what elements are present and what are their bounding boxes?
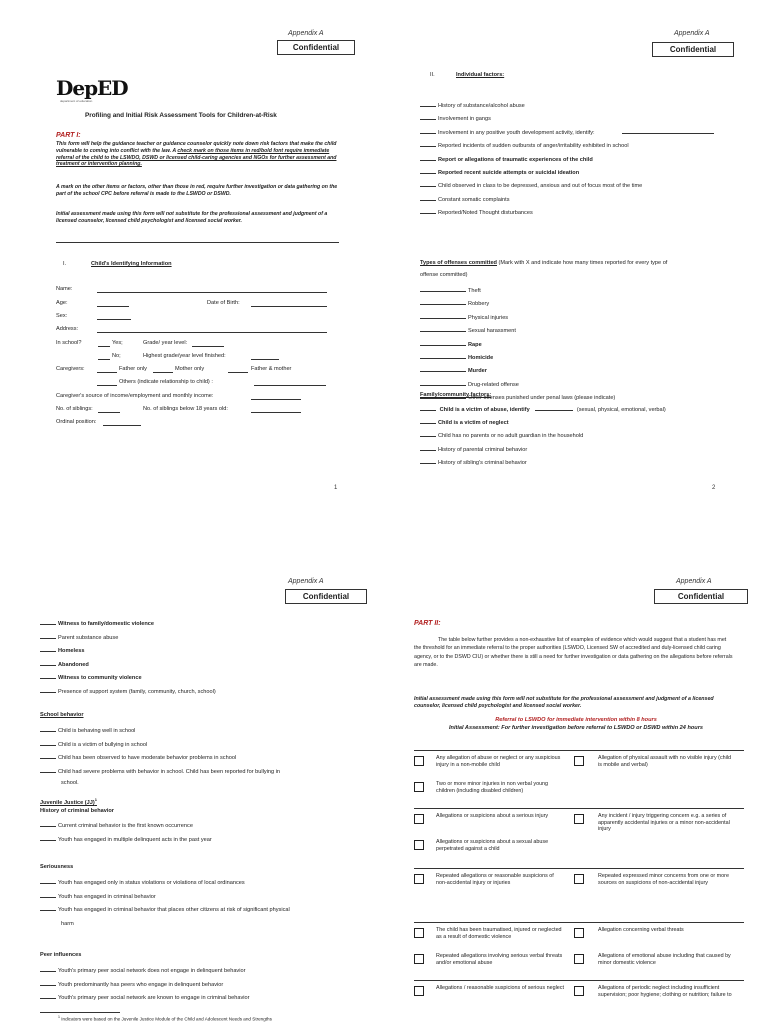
checkline[interactable] [40, 993, 56, 999]
checklist-item-label: Child has no parents or no adult guardian in the household [438, 433, 584, 440]
checklist-item [420, 326, 516, 335]
checklist-item-label: Youth's primary peer social network does not engage in delinquent behavior [58, 968, 246, 974]
footnote: $^1$ Indicators were based on the Juvenile Justice Module of the Child and Adolescent Needs and Strengths [58, 1015, 272, 1022]
evidence-checkbox[interactable] [414, 874, 424, 884]
checklist-item [420, 353, 493, 362]
checkline[interactable] [420, 340, 466, 346]
checkline[interactable] [40, 673, 56, 679]
evidence-checkbox[interactable] [414, 840, 424, 850]
siblings-field[interactable] [98, 412, 120, 413]
seriousness-heading: Seriousness [40, 864, 74, 870]
no-label: No; [112, 353, 121, 359]
offenses-heading-cont: offense committed) [420, 272, 468, 278]
evidence-item: Any allegation of abuse or neglect or any suspicious injury in a non-mobile child [436, 755, 561, 768]
youth-activity-field[interactable] [622, 133, 714, 134]
checklist-item-label: Youth has engaged in multiple delinquent acts in the past year [58, 836, 212, 843]
evidence-item: Repeated allegations or reasonable suspicions of non-accidental injury or injuries [436, 873, 554, 886]
checkline[interactable] [420, 286, 466, 292]
part-2-paragraph-1: The table below further provides a non-exhaustive list of examples of evidence which would suggest that a student has met the threshold for an immediate referral to the proper authorities (LSWDO, Licensed SW of accredited and duly-licensed child caring agency, or to the DSWD CIU) or whether there is still a need for further investigation or data gathering on the allegations before referrals are made. [414, 637, 733, 669]
highest-grade-label: Highest grade/year level finished: [143, 353, 226, 359]
evidence-item: Allegation concerning verbal threats [598, 927, 684, 933]
checkline[interactable] [40, 767, 56, 773]
evidence-item: The child has been traumatised, injured or neglected as a result of domestic violence [436, 927, 562, 940]
father-only-checkline[interactable] [97, 372, 117, 373]
checklist-item [420, 445, 527, 454]
evidence-checkbox[interactable] [574, 986, 584, 996]
family-item-abuse: Child is a victim of abuse, identify (sexual, physical, emotional, verbal) [420, 405, 666, 414]
evidence-item: Repeated allegations involving serious verbal threats and/or emotional abuse [436, 953, 563, 966]
section-title: Individual factors: [456, 72, 505, 78]
checkline[interactable] [420, 168, 436, 174]
dob-label: Date of Birth: [207, 300, 240, 306]
highest-grade-field[interactable] [251, 359, 279, 360]
seriousness-cont: harm [61, 921, 74, 927]
page-4 [384, 512, 768, 1024]
checklist-item [40, 966, 245, 975]
table-row-divider [414, 922, 744, 923]
evidence-item: Allegations of periodic neglect including insufficient supervision; poor hygiene; clothing or nutrition; failure to [598, 985, 732, 998]
checkline[interactable] [40, 966, 56, 972]
checklist-item-label: Reported/Noted Thought disturbances [438, 210, 533, 217]
checklist-item-label: Murder [468, 368, 487, 375]
checklist-item [420, 195, 510, 204]
table-row-divider [414, 980, 744, 981]
checklist-item [40, 821, 193, 830]
checklist-item [40, 980, 223, 989]
appendix-label: Appendix A [674, 30, 710, 37]
checklist-item [420, 286, 481, 295]
checklist-item-label: Other offenses punished under penal laws (please indicate) [468, 395, 616, 402]
father-mother-label: Father & mother [251, 366, 292, 372]
checklist-item-label: Report or allegations of traumatic experiences of the child [438, 156, 593, 163]
checkline[interactable] [420, 181, 436, 187]
age-field[interactable] [97, 306, 129, 307]
part-1-paragraph-2: A mark on the other items or factors, other than those in red, require further investigation or data gathering on the part of the school CPC before referral is made to the LSWDO or DSWD. [56, 184, 338, 197]
siblings-label: No. of siblings: [56, 406, 93, 412]
father-only-label: Father only [119, 366, 147, 372]
in-school-label: In school? [56, 340, 82, 346]
others-field[interactable] [254, 385, 326, 386]
checklist-item [40, 753, 236, 762]
checklist-item-label: History of sibling's criminal behavior [438, 460, 527, 467]
checklist-item-label: Reported incidents of sudden outbursts of anger/irritability exhibited in school [438, 143, 629, 150]
checkline[interactable] [40, 878, 56, 884]
checklist-item-label: Youth has engaged in criminal behavior that places other citizens at risk of significant physical [58, 907, 290, 914]
document-title: Profiling and Initial Risk Assessment Tools for Children-at-Risk [85, 112, 277, 119]
checklist-item [420, 101, 525, 110]
dob-field[interactable] [251, 306, 327, 307]
yes-label: Yes; [112, 340, 123, 346]
checklist-item-label: Child observed in class to be depressed, anxious and out of focus most of the time [438, 183, 643, 190]
checklist-item-label: Drug-related offense [468, 381, 519, 388]
checklist-item [40, 835, 212, 844]
section-number: I. [63, 261, 67, 267]
sex-field[interactable] [97, 319, 131, 320]
checklist-item-label: Child is behaving well in school [58, 728, 136, 734]
checklist-item-label: History of parental criminal behavior [438, 446, 528, 453]
grade-label: Grade/ year level: [143, 340, 188, 346]
checklist-item-label: Reported recent suicide attempts or suicidal ideation [438, 170, 580, 176]
evidence-item: Any incident / injury triggering concern e.g. a series of apparently accidental injuries or a minor non-accidental injury [598, 813, 730, 833]
checklist-item [420, 155, 593, 164]
address-field[interactable] [97, 332, 327, 333]
checklist-item [40, 687, 216, 696]
checkline[interactable] [40, 905, 56, 911]
checklist-item-label: Abandoned [58, 661, 89, 668]
checklist-item-label: Sexual harassment [468, 328, 516, 335]
checkline[interactable] [420, 155, 436, 161]
checkline[interactable] [40, 660, 56, 666]
checkline[interactable] [40, 740, 56, 746]
checklist-item-label: Physical injuries [468, 314, 509, 321]
checklist-item [420, 168, 579, 177]
siblings-18-label: No. of siblings below 18 years old: [143, 406, 228, 412]
checklist-item [420, 141, 629, 150]
evidence-checkbox[interactable] [574, 814, 584, 824]
mother-only-label: Mother only [175, 366, 205, 372]
appendix-label: Appendix A [288, 30, 324, 37]
checkline[interactable] [420, 101, 436, 107]
evidence-checkbox[interactable] [414, 928, 424, 938]
evidence-checkbox[interactable] [414, 756, 424, 766]
checkline[interactable] [40, 892, 56, 898]
checkline[interactable] [40, 980, 56, 986]
peer-heading: Peer influences [40, 952, 82, 958]
checkline[interactable] [40, 753, 56, 759]
checkline[interactable] [40, 726, 56, 732]
checklist-item-label: Constant somatic complaints [438, 196, 510, 203]
checklist-item-label: Child is a victim of bullying in school [58, 741, 148, 748]
ordinal-field[interactable] [103, 425, 141, 426]
part-2-label: PART II: [414, 620, 441, 627]
offenses-heading: Types of offenses committed (Mark with X and indicate how many times reported for every type of [420, 260, 668, 266]
caregivers-label: Caregivers: [56, 366, 85, 372]
part-1-label: PART I: [56, 132, 81, 139]
checkline[interactable] [40, 619, 56, 625]
checkline[interactable] [420, 141, 436, 147]
checklist-item [40, 892, 156, 901]
checkline[interactable] [420, 458, 436, 464]
appendix-label: Appendix A [288, 578, 324, 585]
checklist-item [420, 313, 508, 322]
checkline[interactable] [420, 114, 436, 120]
checklist-item [40, 646, 84, 655]
checklist-item [420, 181, 642, 190]
checklist-item-label: Youth has engaged only in status violations or violations of local ordinances [58, 880, 245, 886]
family-heading: Family/community factors: [420, 392, 492, 398]
checklist-item [40, 993, 249, 1002]
confidential-box: Confidential [285, 589, 367, 604]
checklist-item-label: Involvement in any positive youth development activity, identify: [438, 129, 595, 136]
checkline[interactable] [40, 821, 56, 827]
checklist-item-label: Robbery [468, 301, 490, 308]
father-mother-checkline[interactable] [228, 372, 248, 373]
page-1 [0, 0, 384, 512]
checklist-item-label: Parent substance abuse [58, 634, 119, 641]
checklist-item [40, 740, 147, 749]
checklist-item-label: Child had severe problems with behavior in school. Child has been reported for bullying in [58, 768, 281, 775]
checkline[interactable] [40, 646, 56, 652]
checklist-item-label: Homicide [468, 355, 494, 361]
checkline[interactable] [40, 633, 56, 639]
ordinal-label: Ordinal position: [56, 419, 97, 425]
confidential-box: Confidential [654, 589, 748, 604]
evidence-checkbox[interactable] [574, 954, 584, 964]
referral-heading-8h: Referral to LSWDO for immediate intervention within 8 hours [495, 717, 657, 723]
section-title: Child's Identifying Information [91, 261, 172, 267]
evidence-item: Two or more minor injuries in non verbal young children (including disabled children) [436, 781, 549, 794]
page-3 [0, 512, 384, 1024]
evidence-checkbox[interactable] [574, 928, 584, 938]
income-field[interactable] [251, 399, 301, 400]
checklist-item [420, 366, 487, 375]
yes-checkline[interactable] [98, 346, 110, 347]
checkline[interactable] [420, 299, 466, 305]
evidence-checkbox[interactable] [414, 782, 424, 792]
checklist-item [40, 619, 154, 628]
checklist-item-label: Theft [468, 288, 481, 294]
divider [56, 242, 339, 243]
checkline[interactable] [420, 313, 466, 319]
page-2 [384, 0, 768, 512]
table-row-divider [414, 808, 744, 809]
checklist-item [420, 431, 583, 440]
checklist-item [40, 660, 89, 669]
checkline[interactable] [420, 445, 436, 451]
evidence-item: Repeated expressed minor concerns from one or more sources on suspicions of non-accidental injury [598, 873, 729, 886]
footnote-divider [40, 1012, 120, 1013]
checkline[interactable] [420, 366, 466, 372]
evidence-checkbox[interactable] [414, 814, 424, 824]
checklist-item-label: History of substance/alcohol abuse [438, 103, 525, 109]
confidential-box: Confidential [277, 40, 355, 55]
others-label: Others (indicate relationship to child) : [119, 379, 213, 385]
part-1-paragraph-3: Initial assessment made using this form will not substitute for the professional assessment and judgment of a licensed counselor, licensed child psychologist and licensed social worker. [56, 211, 328, 224]
checklist-item [420, 299, 489, 308]
name-label: Name: [56, 286, 73, 292]
history-heading: History of criminal behavior [40, 808, 114, 814]
no-checkline[interactable] [98, 359, 110, 360]
evidence-checkbox[interactable] [574, 874, 584, 884]
checkline[interactable] [420, 380, 466, 386]
referral-heading-24h: Initial Assessment: For further investigation before referral to LSWDO or DSWD within 24 hours [448, 725, 704, 731]
age-label: Age: [56, 300, 68, 306]
checklist-item-label: Homeless [58, 648, 85, 655]
checkline[interactable] [420, 195, 436, 201]
mother-only-checkline[interactable] [153, 372, 173, 373]
section-number: II. [430, 72, 435, 78]
evidence-item: Allegations of emotional abuse including that caused by minor domestic violence [598, 953, 731, 966]
siblings-18-field[interactable] [251, 412, 301, 413]
checklist-item [40, 673, 142, 682]
deped-logo: DepED [56, 76, 128, 100]
checklist-item-label: Youth has engaged in criminal behavior [58, 893, 156, 900]
evidence-checkbox[interactable] [414, 954, 424, 964]
checklist-item [420, 340, 482, 349]
checklist-item-label: Youth's primary peer social network are known to engage in criminal behavior [58, 995, 250, 1002]
checklist-item-label: Witness to community violence [58, 675, 142, 682]
sex-label: Sex: [56, 313, 68, 319]
table-row-divider [414, 868, 744, 869]
checklist-item [420, 380, 519, 389]
evidence-item: Allegations or suspicions about a sexual abuse perpetrated against a child [436, 839, 549, 852]
checklist-item-label: Child is a victim of neglect [438, 420, 509, 426]
name-field[interactable] [97, 292, 327, 293]
grade-field[interactable] [192, 346, 224, 347]
evidence-item: Allegation of physical assault with no visible injury (child is mobile and verbal) [598, 755, 732, 768]
school-heading: School behavior [40, 712, 84, 718]
checklist-item [420, 418, 509, 427]
checklist-item-label: Rape [468, 341, 482, 348]
appendix-label: Appendix A [676, 578, 712, 585]
others-checkline[interactable] [97, 385, 117, 386]
income-label: Caregiver's source of income/employment and monthly income: [56, 393, 214, 399]
table-row-divider [414, 750, 744, 751]
checklist-item [420, 128, 595, 137]
checkline[interactable] [40, 835, 56, 841]
checklist-item [40, 878, 245, 887]
evidence-checkbox[interactable] [574, 756, 584, 766]
evidence-item: Allegations or suspicions about a serious injury [436, 813, 549, 819]
part-2-paragraph-2: Initial assessment made using this form will not substitute for the professional assessment and judgment of a licensed counselor, licensed child psychologist and licensed social worker. [414, 696, 714, 710]
checklist-item-label: Witness to family/domestic violence [58, 621, 155, 627]
page-number: 1 [334, 485, 338, 491]
checklist-item [40, 726, 135, 735]
checkline[interactable] [420, 405, 436, 411]
checkline[interactable] [420, 353, 466, 359]
checkline[interactable] [420, 431, 436, 437]
address-label: Address: [56, 326, 79, 332]
checkline[interactable] [420, 128, 436, 134]
checklist-item-label: Youth predominantly has peers who engage in delinquent behavior [58, 981, 224, 988]
checklist-item-label: Child has been observed to have moderate behavior problems in school [58, 755, 237, 762]
evidence-checkbox[interactable] [414, 986, 424, 996]
abuse-type-field[interactable] [535, 405, 573, 411]
evidence-item: Allegations / reasonable suspicions of serious neglect [436, 985, 564, 991]
checkline[interactable] [40, 687, 56, 693]
checklist-item [40, 767, 280, 776]
checkline[interactable] [420, 208, 436, 214]
checklist-item [40, 905, 290, 914]
checkline[interactable] [420, 326, 466, 332]
deped-logo-subtitle: department of education [60, 99, 93, 103]
checklist-item-label: Involvement in gangs [438, 116, 491, 123]
checklist-item [420, 208, 533, 217]
checklist-item-label: Current criminal behavior is the first known occurrence [58, 823, 193, 829]
checklist-item [420, 458, 527, 467]
school-cont: school. [61, 780, 79, 786]
checkline[interactable] [420, 418, 436, 424]
page-number: 2 [712, 485, 716, 491]
checklist-item-label: Presence of support system (family, community, church, school) [58, 689, 216, 695]
jj-heading: Juvenile Justice (JJ)$^1$ [40, 797, 97, 806]
checklist-item [420, 114, 491, 123]
confidential-box: Confidential [652, 42, 734, 57]
part-1-paragraph-1: This form will help the guidance teacher or guidance counselor quickly note down risk factors that make the child vulnerable to coming into conflict with the law. A check mark on those items in red/bold font require immediate referral of the child to the LSWDO, DSWD or licensed child-caring agencies and NGOs for further assessment and treatment or intervention planning. [56, 141, 337, 168]
checklist-item [40, 633, 118, 642]
